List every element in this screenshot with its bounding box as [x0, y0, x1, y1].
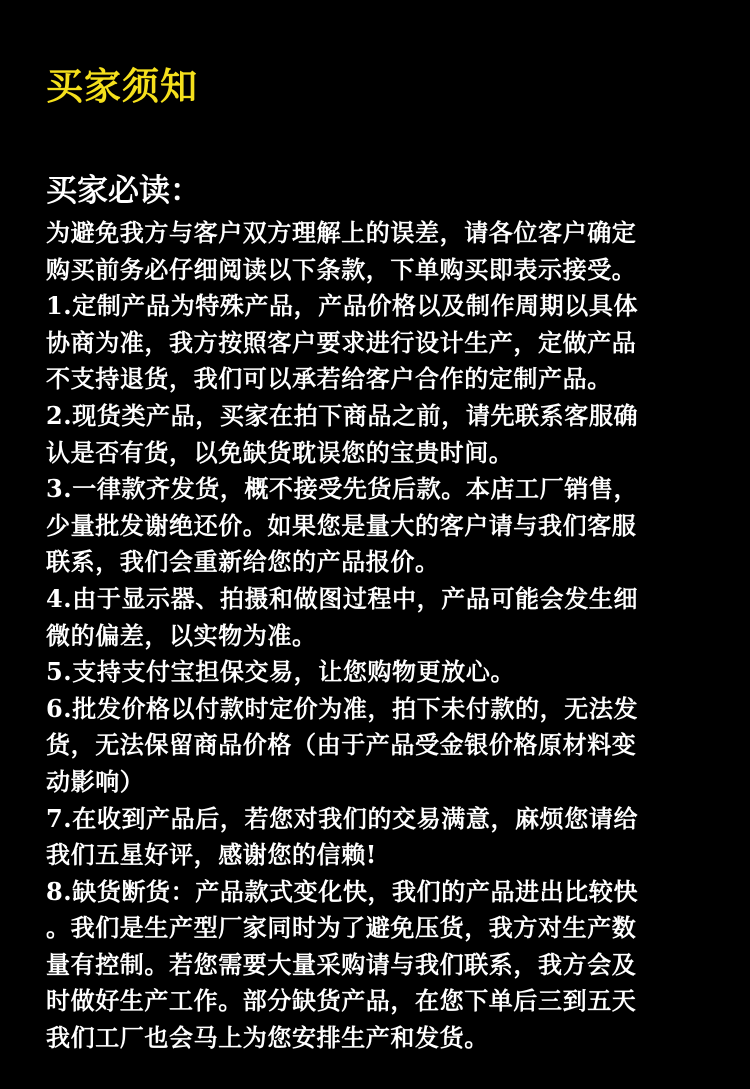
notice-line: 不支持退货，我们可以承若给客户合作的定制产品。 [46, 364, 612, 394]
notice-body [46, 215, 726, 1057]
notice-line: 时做好生产工作。部分缺货产品，在您下单后三到五天 [46, 986, 637, 1016]
notice-line: 7.在收到产品后，若您对我们的交易满意，麻烦您请给 [46, 803, 639, 833]
notice-line: 5.支持支付宝担保交易，让您购物更放心。 [46, 657, 516, 687]
notice-line: 动影响） [46, 766, 145, 796]
notice-line: 协商为准，我方按照客户要求进行设计生产，定做产品 [46, 327, 637, 357]
notice-line: 3.一律款齐发货，概不接受先货后款。本店工厂销售， [46, 474, 639, 504]
notice-line: 。我们是生产型厂家同时为了避免压货，我方对生产数 [46, 913, 637, 943]
notice-line: 4.由于显示器、拍摄和做图过程中，产品可能会发生细 [46, 583, 639, 613]
notice-line: 为避免我方与客户双方理解上的误差，请各位客户确定 [46, 218, 637, 247]
notice-line: 认是否有货，以免缺货耽误您的宝贵时间。 [46, 437, 514, 467]
notice-line: 我们五星好评，感谢您的信赖! [46, 840, 377, 870]
notice-line: 少量批发谢绝还价。如果您是量大的客户请与我们客服 [46, 510, 637, 540]
notice-line: 6.批发价格以付款时定价为准，拍下未付款的，无法发 [46, 693, 639, 723]
notice-line: 货，无法保留商品价格（由于产品受金银价格原材料变 [46, 730, 637, 760]
notice-line: 1.定制产品为特殊产品，产品价格以及制作周期以具体 [46, 291, 639, 321]
notice-line: 我们工厂也会马上为您安排生产和发货。 [46, 1023, 489, 1053]
notice-line: 8.缺货断货：产品款式变化快，我们的产品进出比较快 [46, 876, 639, 906]
notice-line: 2.现货类产品，买家在拍下商品之前，请先联系客服确 [46, 400, 639, 430]
page-title: 买家须知 [46, 64, 198, 108]
notice-line: 购买前务必仔细阅读以下条款，下单购买即表示接受。 [46, 254, 637, 284]
section-heading: 买家必读： [46, 173, 201, 209]
notice-line: 联系，我们会重新给您的产品报价。 [46, 547, 440, 577]
notice-line: 量有控制。若您需要大量采购请与我们联系，我方会及 [46, 949, 637, 979]
notice-line: 微的偏差，以实物为准。 [46, 620, 317, 650]
